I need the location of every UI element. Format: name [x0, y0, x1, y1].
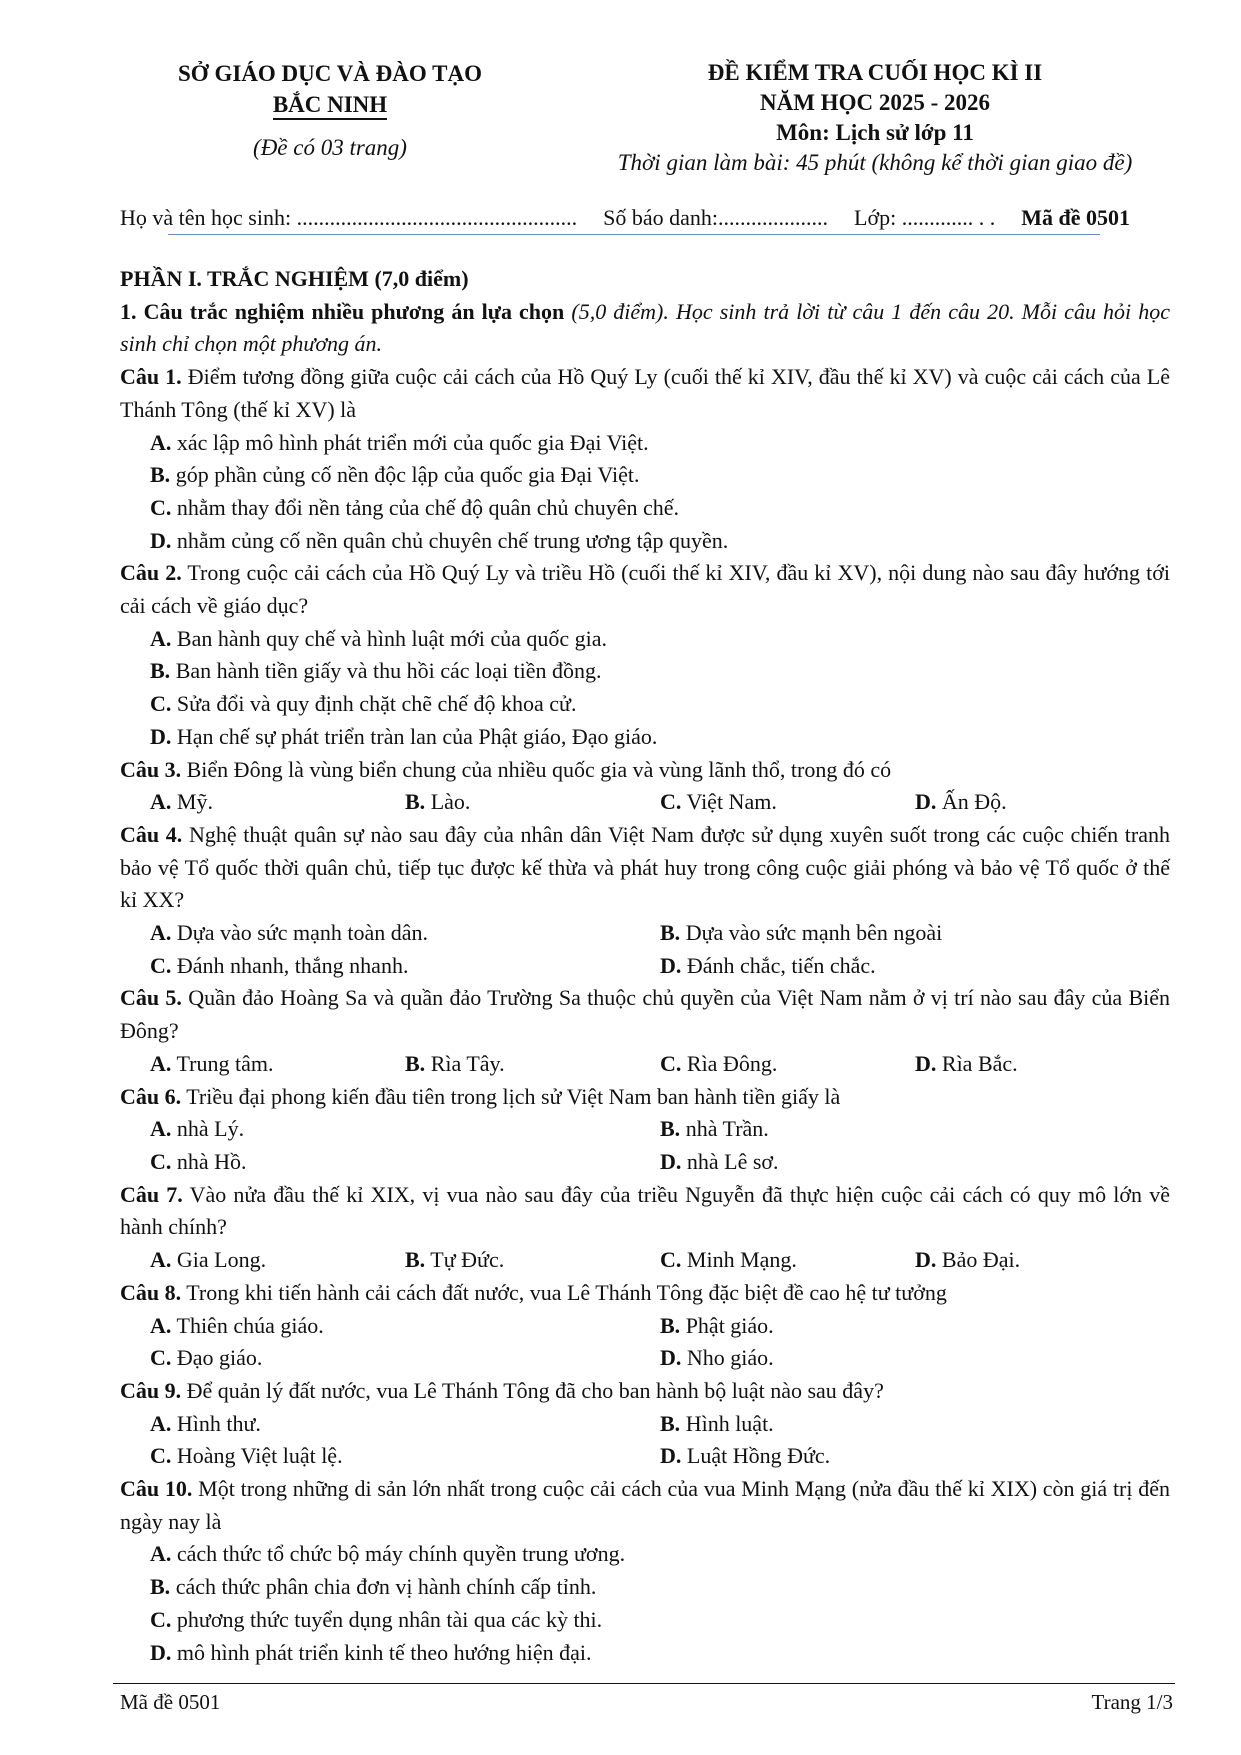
option: [660, 1048, 915, 1081]
option-text: Nho giáo.: [686, 1345, 774, 1371]
time-note: Thời gian làm bài: 45 phút (không kể thời gian giao đề): [617, 150, 1133, 175]
option-text: Mỹ.: [176, 789, 213, 815]
footer-exam-code: Mã đề 0501: [120, 1690, 221, 1714]
question-stem: [120, 754, 1170, 787]
question-label: Câu 4.: [120, 821, 183, 847]
option: [915, 1048, 1170, 1081]
option-text: Đánh chắc, tiến chắc.: [686, 952, 876, 978]
question-stem: [120, 1277, 1170, 1310]
option-text: Ban hành quy chế và hình luật mới của quốc gia.: [176, 625, 608, 651]
option-key: C.: [150, 1606, 172, 1632]
option-key: B.: [660, 1312, 681, 1338]
options-row: [120, 1342, 1170, 1375]
question-text: Vào nửa đầu thế kỉ XIX, vị vua nào sau đây của triều Nguyễn đã thực hiện cuộc cải cách có quy mô lớn về hành chính?: [120, 1181, 1170, 1240]
option: [120, 688, 1170, 721]
options-row: [120, 917, 1170, 950]
option: [660, 1146, 1170, 1179]
option-text: Rìa Bắc.: [941, 1050, 1018, 1076]
question-stem: [120, 557, 1170, 622]
option: [660, 1408, 1170, 1441]
options-row: [120, 1048, 1170, 1081]
question-label: Câu 1.: [120, 364, 182, 390]
option: [660, 1244, 915, 1277]
option: [120, 1571, 1170, 1604]
option-text: nhà Lý.: [176, 1116, 245, 1142]
option: [120, 525, 1170, 558]
option: [660, 950, 1170, 983]
department-name: SỞ GIÁO DỤC VÀ ĐÀO TẠO: [178, 61, 482, 86]
option-text: Dựa vào sức mạnh bên ngoài: [685, 920, 943, 946]
option: [915, 786, 1170, 819]
option-key: D.: [660, 1345, 682, 1371]
question-stem: [120, 1375, 1170, 1408]
option-key: A.: [150, 1247, 172, 1273]
option: [120, 623, 1170, 656]
option-key: B.: [150, 658, 171, 684]
option: [120, 492, 1170, 525]
question-stem: [120, 1081, 1170, 1114]
option-key: B.: [660, 1116, 681, 1142]
option-key: D.: [915, 789, 937, 815]
province-name: BẮC NINH: [273, 92, 387, 120]
question-stem: [120, 361, 1170, 426]
option-text: Tự Đức.: [430, 1247, 505, 1273]
option-key: B.: [660, 1410, 681, 1436]
department-header: [120, 58, 540, 163]
options-row: [120, 1113, 1170, 1146]
option-text: Đánh nhanh, thắng nhanh.: [176, 952, 409, 978]
option-key: C.: [150, 494, 172, 520]
option: [150, 1310, 660, 1343]
options-row: [120, 1440, 1170, 1473]
question-text: Để quản lý đất nước, vua Lê Thánh Tông đã cho ban hành bộ luật nào sau đây?: [186, 1377, 884, 1403]
option: [150, 1048, 405, 1081]
option: [120, 427, 1170, 460]
option-text: nhà Trần.: [685, 1116, 769, 1142]
student-id-field: Số báo danh:....................: [603, 205, 828, 230]
option: [660, 917, 1170, 950]
option: [405, 1244, 660, 1277]
option: [150, 1342, 660, 1375]
question-text: Triều đại phong kiến đầu tiên trong lịch sử Việt Nam ban hành tiền giấy là: [186, 1083, 841, 1109]
option: [150, 1244, 405, 1277]
option-text: Gia Long.: [176, 1247, 267, 1273]
option-text: Dựa vào sức mạnh toàn dân.: [176, 920, 428, 946]
option-text: Ban hành tiền giấy và thu hồi các loại tiền đồng.: [175, 658, 602, 684]
exam-title: ĐỀ KIỂM TRA CUỐI HỌC KÌ II: [707, 60, 1043, 85]
option-text: Luật Hồng Đức.: [686, 1443, 831, 1469]
option: [405, 1048, 660, 1081]
part-instructions: [120, 296, 1170, 361]
option-text: Trung tâm.: [176, 1050, 274, 1076]
option: [120, 1538, 1170, 1571]
option: [120, 459, 1170, 492]
option-key: C.: [150, 691, 172, 717]
exam-code: Mã đề 0501: [1021, 205, 1130, 230]
options-row: [120, 1310, 1170, 1343]
option-key: B.: [150, 1574, 171, 1600]
question-text: Điểm tương đồng giữa cuộc cải cách của Hồ Quý Ly (cuối thế kỉ XIV, đầu thế kỉ XV) và cuộc cải cách của Lê Thánh Tông (thế kỉ XV) là: [120, 364, 1171, 422]
student-name-field: Họ và tên học sinh: ...................................................: [120, 205, 578, 230]
option-key: D.: [915, 1050, 937, 1076]
option-text: Phật giáo.: [685, 1312, 774, 1338]
option-key: C.: [150, 1148, 172, 1174]
footer-divider: [113, 1683, 1175, 1684]
question-stem: [120, 982, 1170, 1047]
option-text: Lào.: [430, 789, 471, 815]
option: [150, 1113, 660, 1146]
student-info-line: [120, 205, 1130, 231]
option-key: B.: [405, 789, 426, 815]
option: [660, 1440, 1170, 1473]
option: [150, 1146, 660, 1179]
question-label: Câu 9.: [120, 1377, 182, 1403]
question-text: Nghệ thuật quân sự nào sau đây của nhân dân Việt Nam được sử dụng xuyên suốt trong các cuộc chiến tranh bảo vệ Tổ quốc thời quân chủ, tiếp tục được kế thừa và phát huy trong công cuộc giải phóng và bảo vệ Tổ quốc ở thế kỉ XX?: [120, 821, 1171, 913]
option: [150, 917, 660, 950]
option-text: nhằm thay đổi nền tảng của chế độ quân chủ chuyên chế.: [176, 494, 680, 520]
options-row: [120, 1408, 1170, 1441]
option-text: góp phần củng cố nền độc lập của quốc gia Đại Việt.: [175, 462, 640, 488]
option-text: nhà Hồ.: [176, 1148, 247, 1174]
exam-content: [120, 263, 1170, 1669]
option-key: A.: [150, 1050, 172, 1076]
option: [150, 1440, 660, 1473]
part-title: PHẦN I. TRẮC NGHIỆM (7,0 điểm): [120, 266, 469, 291]
option-text: Ấn Độ.: [941, 789, 1007, 815]
footer-page-number: Trang 1/3: [1091, 1690, 1173, 1714]
option-key: B.: [405, 1247, 426, 1273]
subject: Môn: Lịch sử lớp 11: [776, 120, 974, 145]
option-text: nhằm củng cố nền quân chủ chuyên chế trung ương tập quyền.: [176, 527, 729, 553]
option-text: Hạn chế sự phát triển tràn lan của Phật giáo, Đạo giáo.: [176, 723, 658, 749]
option-key: A.: [150, 1410, 172, 1436]
option: [660, 786, 915, 819]
option-text: Bảo Đại.: [941, 1247, 1021, 1273]
option-key: D.: [915, 1247, 937, 1273]
option-key: A.: [150, 429, 172, 455]
option-key: B.: [405, 1050, 426, 1076]
option-text: cách thức phân chia đơn vị hành chính cấp tỉnh.: [175, 1574, 597, 1600]
option-key: D.: [660, 1148, 682, 1174]
question-stem: [120, 1179, 1170, 1244]
option-key: A.: [150, 625, 172, 651]
option: [660, 1310, 1170, 1343]
option: [150, 950, 660, 983]
option-text: cách thức tổ chức bộ máy chính quyền trung ương.: [176, 1541, 626, 1567]
option: [120, 721, 1170, 754]
options-row: [120, 786, 1170, 819]
exam-header: [560, 58, 1190, 178]
option-key: C.: [660, 1247, 682, 1273]
question-text: Một trong những di sản lớn nhất trong cuộc cải cách của vua Minh Mạng (nửa đầu thế kỉ XIX) còn giá trị đến ngày nay là: [120, 1476, 1171, 1534]
option: [150, 1408, 660, 1441]
question-label: Câu 3.: [120, 756, 182, 782]
question-stem: [120, 819, 1170, 917]
question-stem: [120, 1473, 1170, 1538]
question-label: Câu 10.: [120, 1476, 193, 1502]
option-key: C.: [150, 1345, 172, 1371]
option-text: nhà Lê sơ.: [686, 1148, 779, 1174]
option-key: C.: [150, 1443, 172, 1469]
question-text: Trong cuộc cải cách của Hồ Quý Ly và triều Hồ (cuối thế kỉ XIV, đầu kỉ XV), nội dung nào sau đây hướng tới cải cách về giáo dục?: [120, 560, 1170, 619]
option-text: mô hình phát triển kinh tế theo hướng hiện đại.: [176, 1639, 592, 1665]
option: [660, 1113, 1170, 1146]
option-key: A.: [150, 1116, 172, 1142]
question-label: Câu 2.: [120, 560, 182, 586]
school-year: NĂM HỌC 2025 - 2026: [760, 90, 990, 115]
option-key: D.: [150, 527, 172, 553]
option: [660, 1342, 1170, 1375]
option-text: Thiên chúa giáo.: [176, 1312, 324, 1338]
option-text: Hình thư.: [176, 1410, 261, 1436]
options-row: [120, 1146, 1170, 1179]
question-text: Biển Đông là vùng biển chung của nhiều quốc gia và vùng lãnh thổ, trong đó có: [186, 756, 892, 782]
pages-note: (Đề có 03 trang): [253, 135, 407, 160]
class-field: Lớp: ............. . .: [854, 205, 996, 230]
option-text: Sửa đổi và quy định chặt chẽ chế độ khoa cử.: [176, 691, 577, 717]
question-text: Trong khi tiến hành cải cách đất nước, vua Lê Thánh Tông đặc biệt đề cao hệ tư tưởng: [186, 1279, 947, 1305]
option-key: A.: [150, 1541, 172, 1567]
option-text: Hoàng Việt luật lệ.: [176, 1443, 343, 1469]
option-text: Việt Nam.: [686, 789, 777, 815]
option-key: A.: [150, 920, 172, 946]
option-text: phương thức tuyển dụng nhân tài qua các kỳ thi.: [176, 1606, 603, 1632]
question-label: Câu 5.: [120, 985, 182, 1011]
option-key: B.: [660, 920, 681, 946]
option-key: D.: [150, 723, 172, 749]
question-text: Quần đảo Hoàng Sa và quần đảo Trường Sa thuộc chủ quyền của Việt Nam nằm ở vị trí nào sau đây của Biển Đông?: [120, 985, 1171, 1044]
option: [150, 786, 405, 819]
option-text: Minh Mạng.: [686, 1247, 797, 1273]
option-key: D.: [150, 1639, 172, 1665]
option-key: B.: [150, 462, 171, 488]
question-label: Câu 6.: [120, 1083, 182, 1109]
instruction-heading: 1. Câu trắc nghiệm nhiều phương án lựa chọn: [120, 298, 565, 324]
option-text: Rìa Đông.: [686, 1050, 778, 1076]
option-text: Đạo giáo.: [176, 1345, 263, 1371]
option-text: Rìa Tây.: [430, 1050, 505, 1076]
option: [120, 1604, 1170, 1637]
option-key: A.: [150, 1312, 172, 1338]
option: [120, 1637, 1170, 1670]
instruction-text: (5,0 điểm). Học sinh trả lời từ câu 1 đến câu 20. Mỗi câu hỏi học sinh chỉ chọn một phương án.: [120, 298, 1170, 357]
options-row: [120, 950, 1170, 983]
option: [120, 655, 1170, 688]
option-key: D.: [660, 1443, 682, 1469]
option-key: C.: [660, 789, 682, 815]
option-key: A.: [150, 789, 172, 815]
option-text: Hình luật.: [685, 1410, 774, 1436]
question-label: Câu 7.: [120, 1181, 183, 1207]
option-text: xác lập mô hình phát triển mới của quốc gia Đại Việt.: [176, 429, 649, 455]
option: [405, 786, 660, 819]
option-key: D.: [660, 952, 682, 978]
divider: [168, 234, 1100, 235]
options-row: [120, 1244, 1170, 1277]
option-key: C.: [660, 1050, 682, 1076]
option-key: C.: [150, 952, 172, 978]
option: [915, 1244, 1170, 1277]
question-label: Câu 8.: [120, 1279, 182, 1305]
